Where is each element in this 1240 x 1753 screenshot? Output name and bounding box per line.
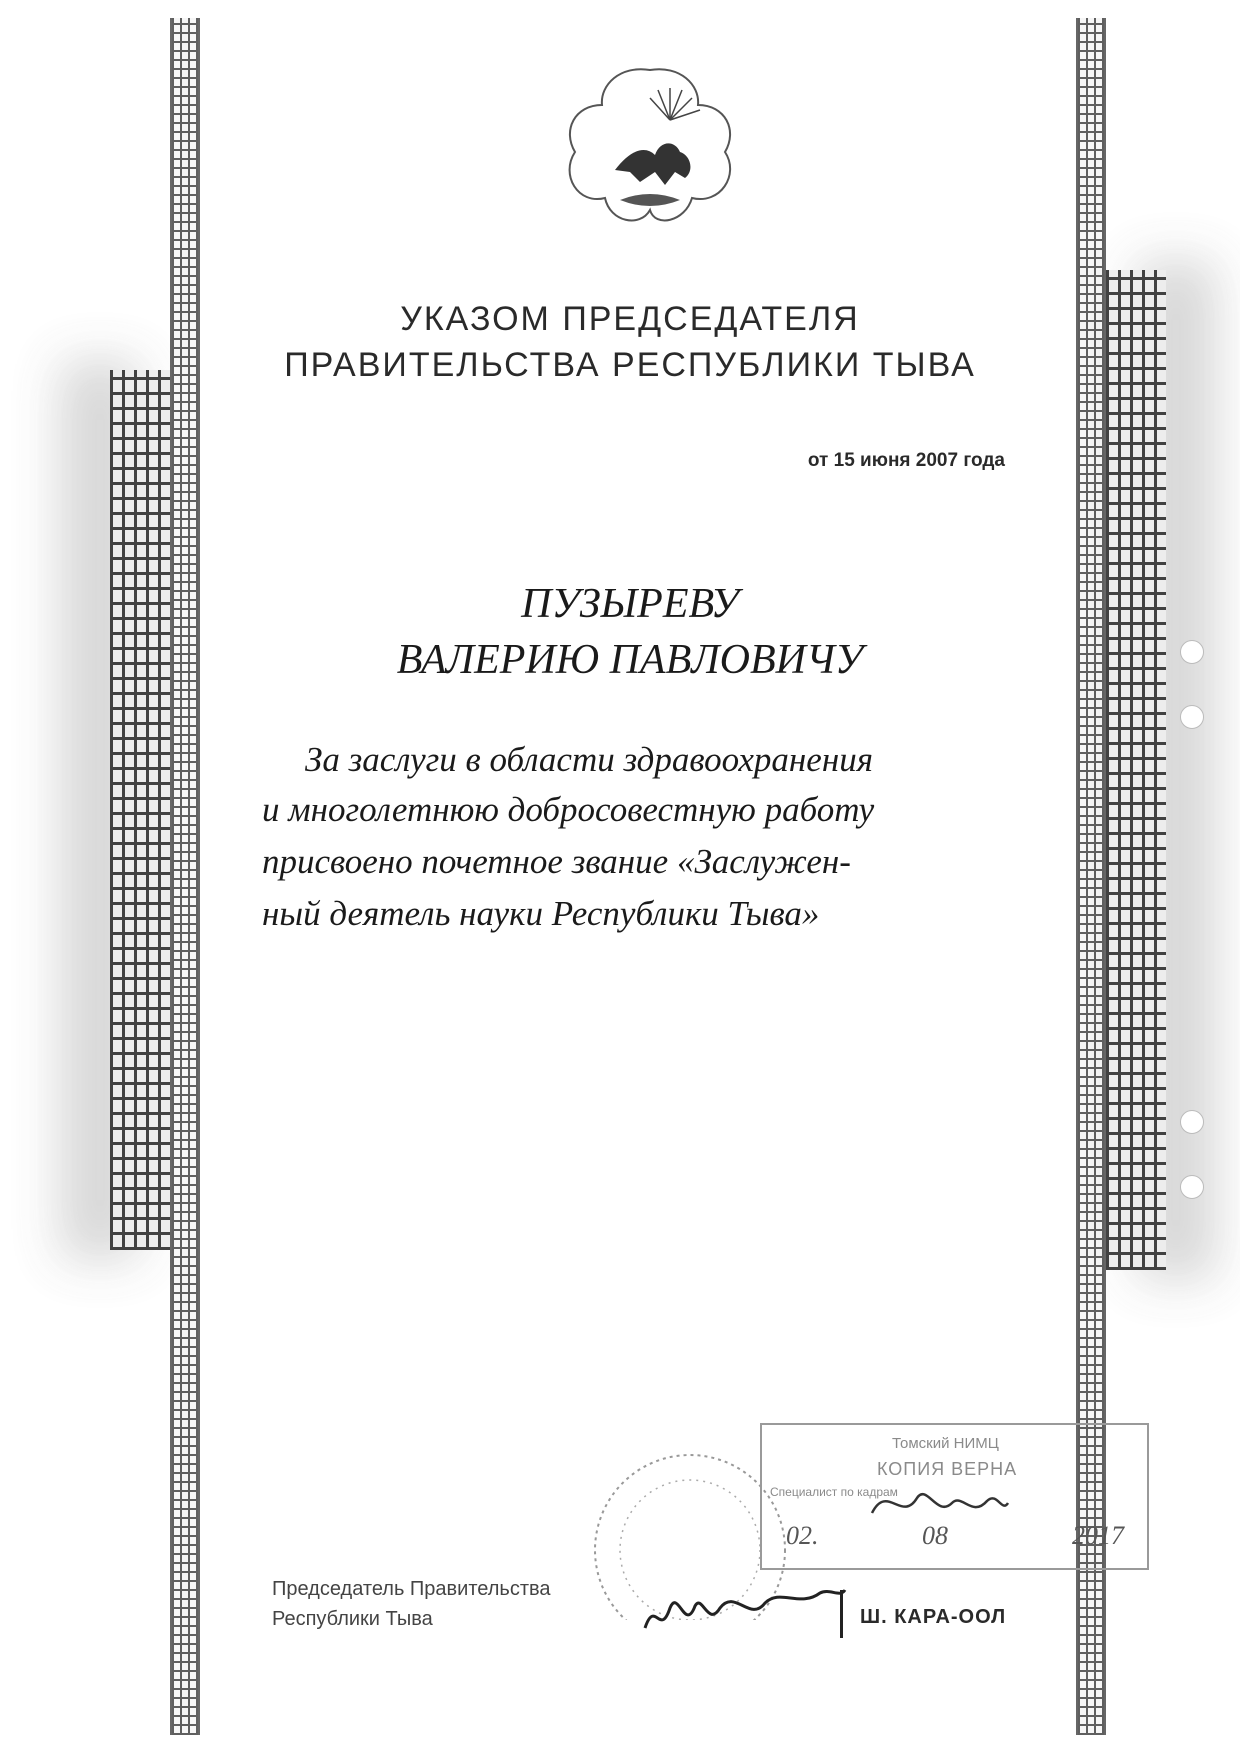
signer-role-line2: Республики Тыва xyxy=(272,1608,433,1630)
punch-hole xyxy=(1180,1110,1204,1134)
stamp-year: 2017 xyxy=(1072,1521,1124,1550)
body-line: ный деятель науки Республики Тыва» xyxy=(262,894,820,933)
copy-certification-stamp xyxy=(760,1423,1149,1570)
signature-divider xyxy=(840,1590,843,1638)
chairman-signature xyxy=(640,1568,850,1648)
stamp-month: 08 xyxy=(922,1521,948,1550)
punch-hole xyxy=(1180,640,1204,664)
decree-title-line2: ПРАВИТЕЛЬСТВА РЕСПУБЛИКИ ТЫВА xyxy=(284,346,976,384)
stamp-organization: Томский НИМЦ xyxy=(892,1435,999,1452)
stamp-day: 02. xyxy=(786,1521,819,1550)
punch-hole xyxy=(1180,705,1204,729)
body-line: За заслуги в области здравоохранения xyxy=(305,740,873,779)
tuva-emblem-icon xyxy=(560,60,740,230)
stamp-copy-label: КОПИЯ ВЕРНА xyxy=(877,1459,1018,1479)
recipient-given-names: ВАЛЕРИЮ ПАВЛОВИЧУ xyxy=(396,637,864,683)
decree-date: от 15 июня 2007 года xyxy=(807,450,1005,471)
signer-name: Ш. КАРА-ООЛ xyxy=(860,1606,1007,1628)
stamp-specialist-label: Специалист по кадрам xyxy=(770,1485,898,1499)
signer-role-line1: Председатель Правительства xyxy=(272,1578,551,1600)
left-frame-strip xyxy=(170,18,200,1735)
body-line: присвоено почетное звание «Заслужен- xyxy=(262,842,851,881)
body-line: и многолетнюю добросовестную работу xyxy=(262,790,875,829)
left-ornament-border xyxy=(110,370,170,1250)
decree-title-line1: УКАЗОМ ПРЕДСЕДАТЕЛЯ xyxy=(400,300,860,338)
punch-hole xyxy=(1180,1175,1204,1199)
right-ornament-border xyxy=(1106,270,1166,1270)
recipient-surname: ПУЗЫРЕВУ xyxy=(521,581,739,627)
